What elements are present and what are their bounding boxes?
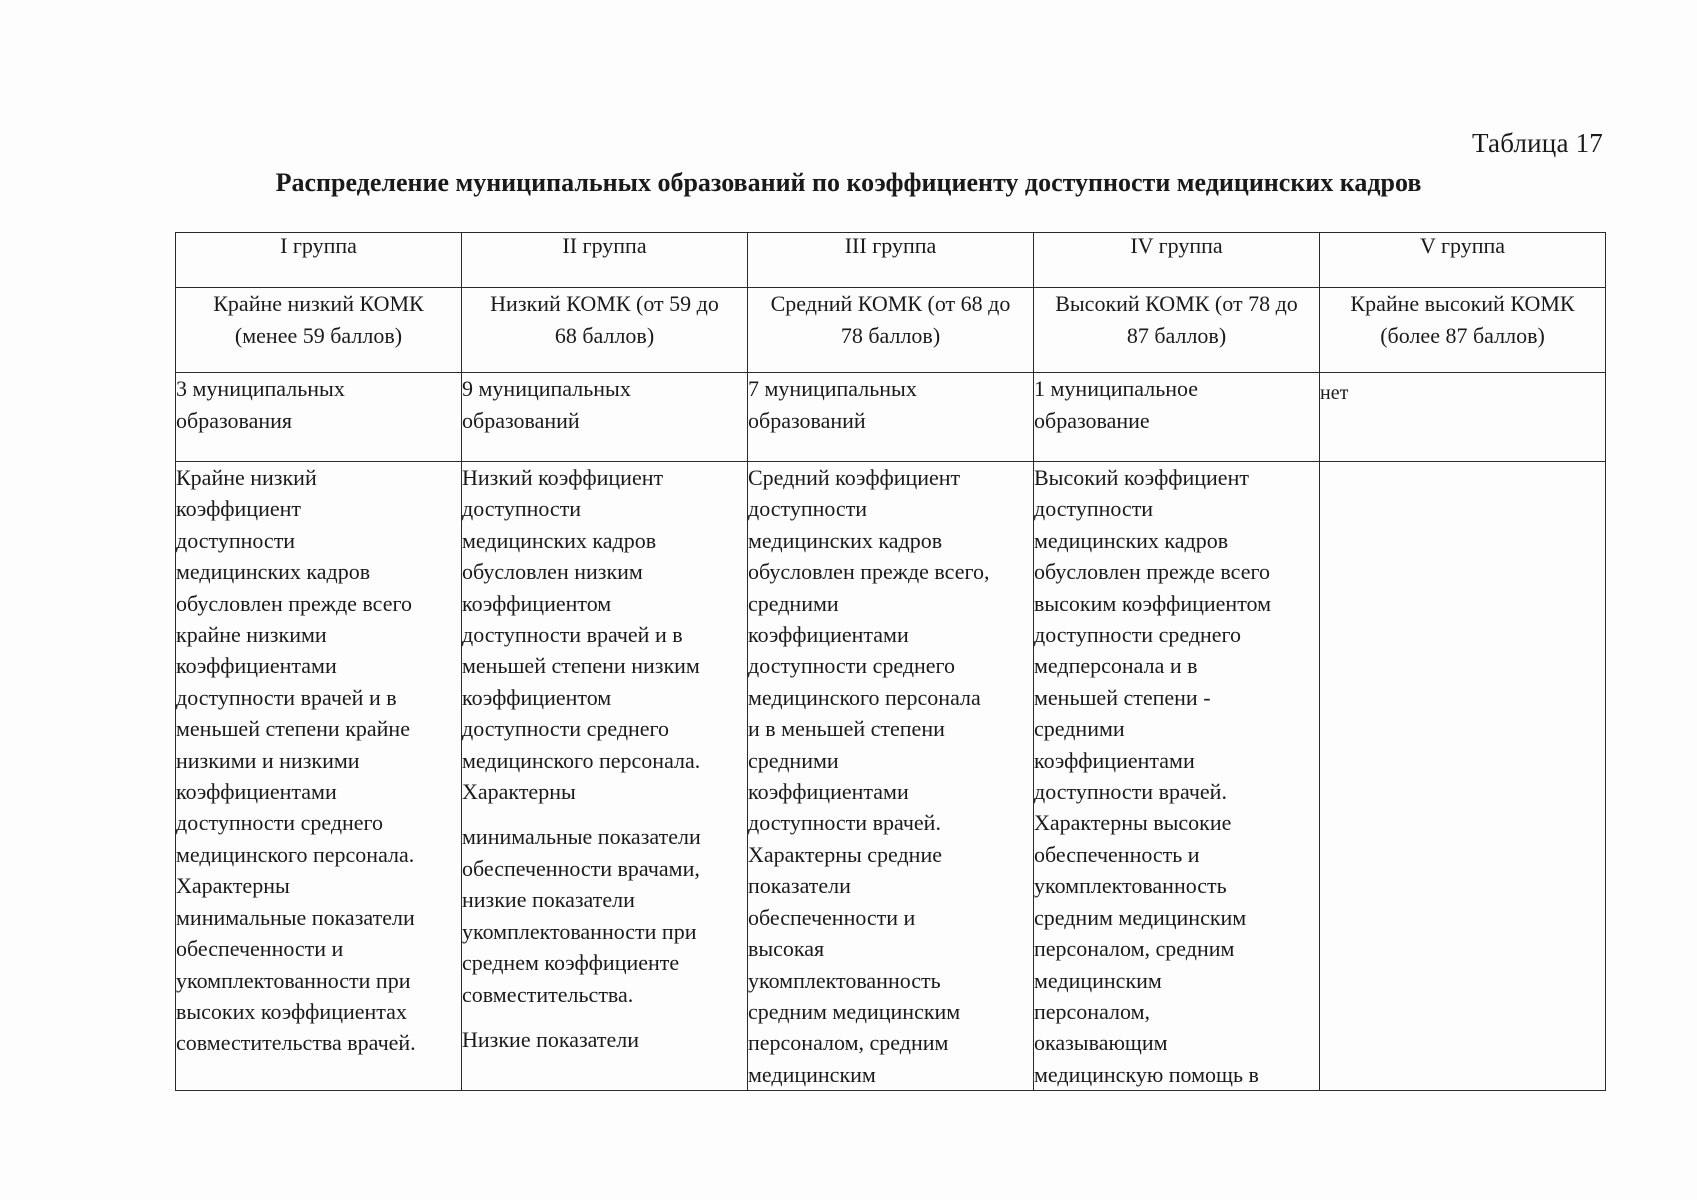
- description-line: высоких коэффициентах: [176, 998, 407, 1024]
- description-line: коэффициент: [176, 496, 302, 522]
- description-line: доступности: [462, 496, 582, 522]
- description-line: совместительства врачей.: [176, 1030, 416, 1056]
- description-line: персоналом,: [1034, 998, 1151, 1024]
- description-line: персоналом, средним: [748, 1030, 949, 1056]
- description-line: медицинских кадров: [1034, 527, 1229, 553]
- count-cell-3: [748, 373, 1034, 462]
- description-line: обеспеченности врачами,: [462, 855, 700, 881]
- description-line: медицинского персонала: [748, 684, 981, 710]
- header-cell-group-1: I группа: [176, 233, 462, 288]
- description-text: [176, 462, 461, 1059]
- description-line: доступности среднего: [462, 716, 670, 742]
- description-line: медицинского персонала.: [462, 747, 701, 773]
- description-line: средними: [1034, 716, 1125, 742]
- description-line: медицинским: [1034, 967, 1162, 993]
- description-line: обеспеченность и: [1034, 841, 1200, 867]
- description-line: высоким коэффициентом: [1034, 590, 1272, 616]
- level-cell-4: [1034, 288, 1320, 373]
- description-line: доступности: [1034, 496, 1154, 522]
- description-line: коэффициентами: [748, 779, 909, 805]
- description-line: Низкие показатели: [462, 1026, 639, 1052]
- description-line: минимальные показатели: [462, 824, 701, 850]
- count-line: 9 муниципальных: [462, 376, 631, 401]
- description-line: Высокий коэффициент: [1034, 465, 1249, 490]
- description-line: Крайне низкий: [176, 465, 317, 490]
- description-line: и в меньшей степени: [748, 716, 945, 742]
- description-line: доступности врачей и в: [176, 684, 397, 710]
- level-cell-2: [462, 288, 748, 373]
- description-cell-4: [1034, 462, 1320, 1091]
- description-line: меньшей степени крайне: [176, 716, 410, 742]
- description-line: обусловлен прежде всего: [1034, 559, 1270, 585]
- description-line: доступности: [748, 496, 868, 522]
- description-cell-3: [748, 462, 1034, 1091]
- description-line: коэффициентом: [462, 684, 612, 710]
- description-line: показатели: [748, 873, 851, 899]
- description-line: Средний коэффициент: [748, 465, 961, 490]
- description-text: [462, 1024, 747, 1055]
- description-line: низкими и низкими: [176, 747, 360, 773]
- description-line: средним медицинским: [1034, 904, 1247, 930]
- description-cell-2: [462, 462, 748, 1091]
- description-line: медицинскую помощь в: [1034, 1061, 1259, 1087]
- description-line: доступности врачей.: [748, 810, 941, 836]
- description-line: укомплектованность: [1034, 873, 1227, 899]
- description-line: укомплектованности при: [462, 918, 697, 944]
- table-row-counts: [176, 373, 1606, 462]
- count-line: 1 муниципальное: [1034, 376, 1199, 401]
- description-text: [462, 821, 747, 1009]
- description-line: обусловлен прежде всего,: [748, 559, 990, 585]
- description-line: укомплектованности при: [176, 967, 411, 993]
- header-cell-group-3: III группа: [748, 233, 1034, 288]
- description-line: средними: [748, 590, 839, 616]
- description-line: медицинским: [748, 1061, 876, 1087]
- description-line: доступности среднего: [748, 653, 956, 679]
- level-line: Средний КОМК (от 68 до: [770, 291, 1011, 316]
- description-line: обусловлен низким: [462, 559, 643, 585]
- count-line: образование: [1034, 408, 1150, 433]
- level-line: Крайне низкий КОМК: [213, 291, 424, 316]
- document-title: Распределение муниципальных образований по коэффициенту доступности медицинских кадров: [275, 168, 1422, 197]
- level-line: (более 87 баллов): [1380, 323, 1545, 348]
- description-text: [748, 462, 1033, 1090]
- table-row-levels: [176, 288, 1606, 373]
- description-line: коэффициентами: [176, 779, 337, 805]
- description-cell-1: [176, 462, 462, 1091]
- table-number: Таблица 17: [1472, 128, 1603, 158]
- description-line: средними: [748, 747, 839, 773]
- header-cell-group-2: II группа: [462, 233, 748, 288]
- description-line: совместительства.: [462, 981, 634, 1007]
- level-line: (менее 59 баллов): [234, 323, 403, 348]
- description-line: Характерны средние: [748, 841, 942, 867]
- count-line: образований: [748, 408, 866, 433]
- count-line: образования: [176, 408, 293, 433]
- description-line: крайне низкими: [176, 622, 327, 648]
- description-line: медицинского персонала.: [176, 841, 415, 867]
- description-line: коэффициентами: [176, 653, 337, 679]
- description-line: медицинских кадров: [176, 559, 371, 585]
- description-line: доступности среднего: [176, 810, 384, 836]
- level-line: 78 баллов): [840, 323, 941, 348]
- description-line: средним медицинским: [748, 998, 961, 1024]
- count-line: образований: [462, 408, 580, 433]
- description-line: коэффициентами: [1034, 747, 1195, 773]
- description-line: среднем коэффициенте: [462, 950, 680, 976]
- description-cell-5: [1320, 462, 1606, 1091]
- level-line: Высокий КОМК (от 78 до: [1055, 291, 1298, 316]
- level-cell-3: [748, 288, 1034, 373]
- count-cell-5: [1320, 373, 1606, 462]
- level-cell-5: [1320, 288, 1606, 373]
- description-line: меньшей степени -: [1034, 684, 1211, 710]
- description-line: оказывающим: [1034, 1030, 1168, 1056]
- description-line: коэффициентами: [748, 622, 909, 648]
- level-line: Низкий КОМК (от 59 до: [490, 291, 719, 316]
- description-line: укомплектованность: [748, 967, 941, 993]
- count-cell-4: [1034, 373, 1320, 462]
- level-cell-1: [176, 288, 462, 373]
- header-cell-group-4: IV группа: [1034, 233, 1320, 288]
- description-line: доступности врачей и в: [462, 622, 683, 648]
- count-cell-1: [176, 373, 462, 462]
- description-line: Характерны: [176, 873, 290, 899]
- description-text: [1034, 462, 1319, 1090]
- description-line: Характерны высокие: [1034, 810, 1232, 836]
- distribution-table: [175, 232, 1606, 1091]
- level-line: Крайне высокий КОМК: [1350, 291, 1575, 316]
- description-line: медицинских кадров: [462, 527, 657, 553]
- description-line: доступности среднего: [1034, 622, 1242, 648]
- count-line: 7 муниципальных: [748, 376, 917, 401]
- level-line: 87 баллов): [1126, 323, 1227, 348]
- description-text: [462, 462, 747, 807]
- description-line: меньшей степени низким: [462, 653, 700, 679]
- description-line: обусловлен прежде всего: [176, 590, 412, 616]
- description-line: доступности: [176, 527, 296, 553]
- description-line: медперсонала и в: [1034, 653, 1198, 679]
- level-line: 68 баллов): [554, 323, 655, 348]
- description-line: Низкий коэффициент: [462, 465, 664, 490]
- table-row-descriptions: [176, 462, 1606, 1091]
- description-line: доступности врачей.: [1034, 779, 1227, 805]
- description-line: медицинских кадров: [748, 527, 943, 553]
- description-line: высокая: [748, 936, 825, 962]
- count-cell-2: [462, 373, 748, 462]
- table-header-row: [176, 233, 1606, 288]
- count-line: нет: [1320, 382, 1349, 404]
- description-line: Характерны: [462, 779, 576, 805]
- description-line: обеспеченности и: [748, 904, 916, 930]
- description-line: коэффициентом: [462, 590, 612, 616]
- description-line: обеспеченности и: [176, 936, 344, 962]
- description-line: низкие показатели: [462, 887, 635, 913]
- description-line: минимальные показатели: [176, 904, 415, 930]
- description-line: персоналом, средним: [1034, 936, 1235, 962]
- header-cell-group-5: V группа: [1320, 233, 1606, 288]
- count-line: 3 муниципальных: [176, 376, 345, 401]
